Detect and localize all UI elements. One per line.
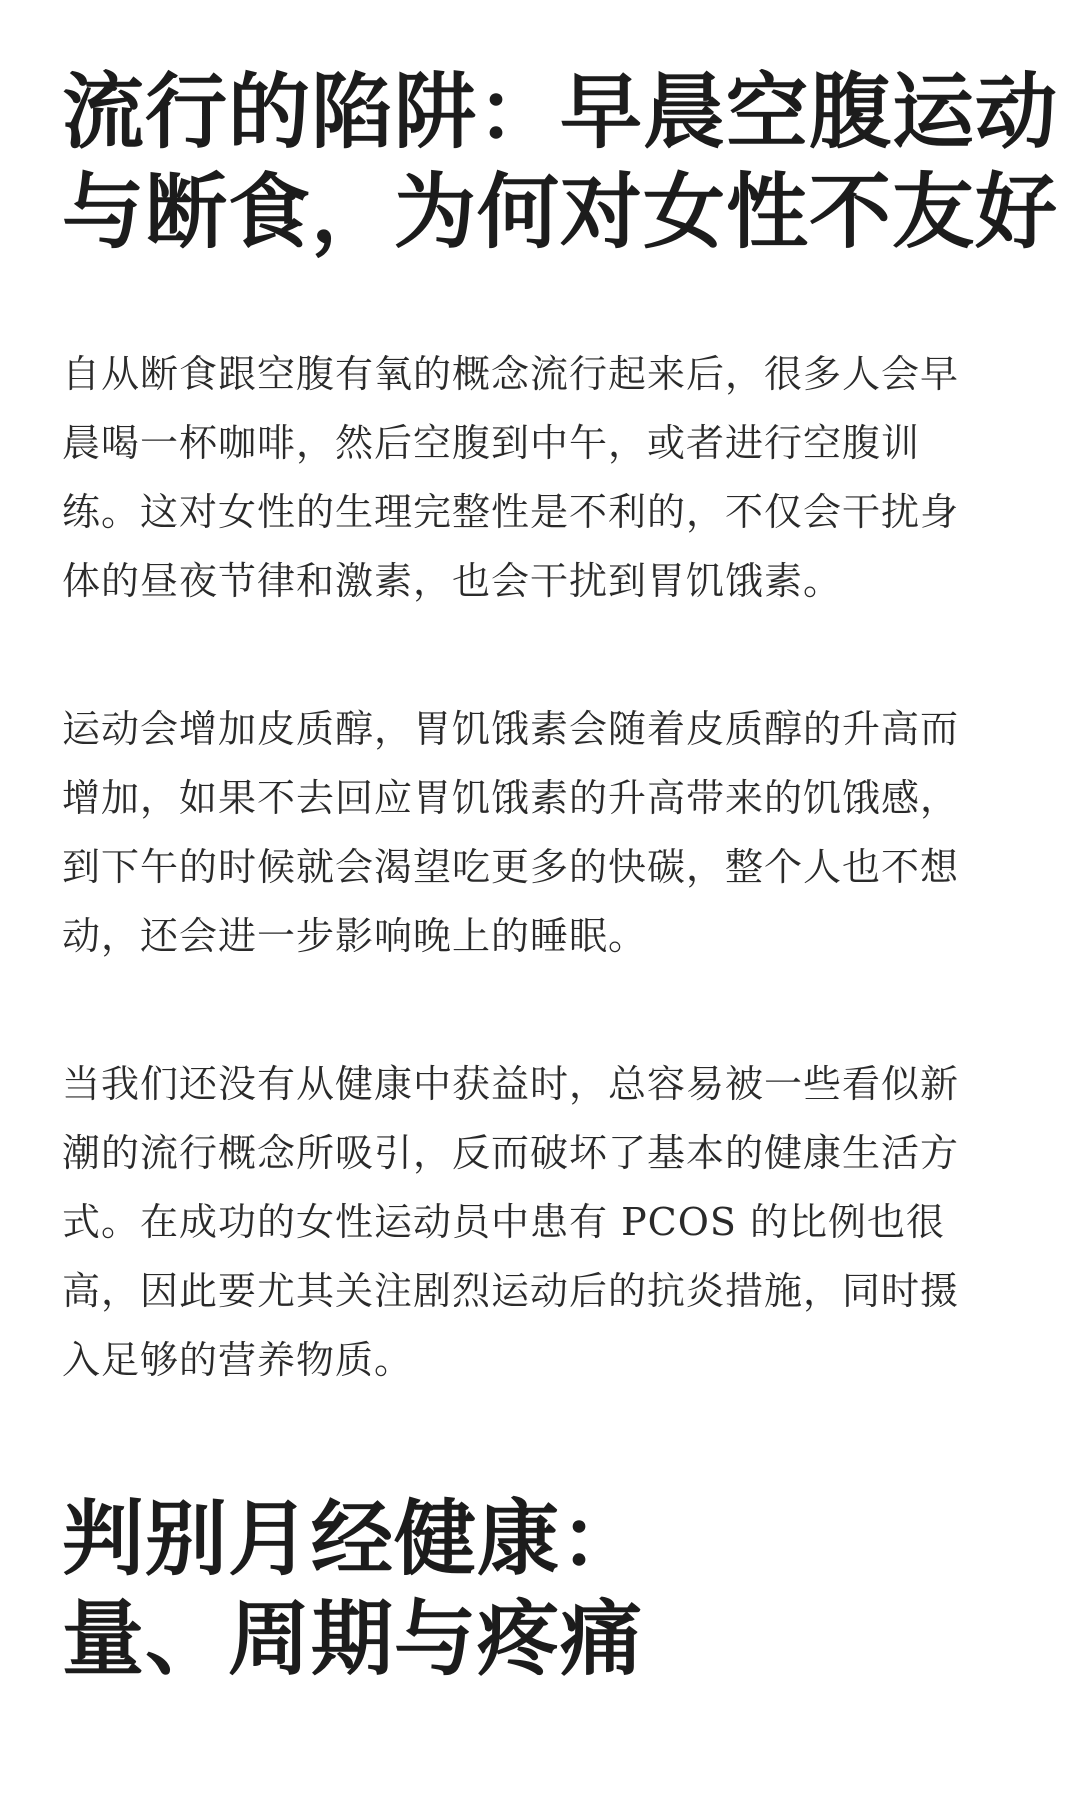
paragraph-line: 潮的流行概念所吸引，反而破坏了基本的健康生活方	[62, 1131, 960, 1175]
paragraph-fasting-concept	[62, 340, 1022, 616]
paragraph-line: 晨喝一杯咖啡，然后空腹到中午，或者进行空腹训	[62, 421, 921, 465]
paragraph-line: 动，还会进一步影响晚上的睡眠。	[62, 914, 648, 958]
article-body	[62, 62, 1059, 1689]
paragraph-health-trends	[62, 1050, 1022, 1395]
paragraph-line: 练。这对女性的生理完整性是不利的，不仅会干扰身	[62, 490, 960, 534]
paragraph-line: 高，因此要尤其关注剧烈运动后的抗炎措施，同时摄	[62, 1269, 960, 1313]
section-heading-fasting-trap	[62, 62, 1059, 262]
heading-line: 量、周期与疼痛	[62, 1591, 644, 1687]
paragraph-line: 体的昼夜节律和激素，也会干扰到胃饥饿素。	[62, 559, 843, 603]
paragraph-line: 式。在成功的女性运动员中患有 PCOS 的比例也很	[62, 1200, 945, 1244]
paragraph-line: 当我们还没有从健康中获益时，总容易被一些看似新	[62, 1062, 960, 1106]
paragraph-line: 到下午的时候就会渴望吃更多的快碳，整个人也不想	[62, 845, 960, 889]
paragraph-line: 自从断食跟空腹有氧的概念流行起来后，很多人会早	[62, 352, 960, 396]
heading-line: 流行的陷阱：早晨空腹运动	[62, 64, 1059, 160]
section-heading-menstrual-health	[62, 1489, 1022, 1689]
paragraph-line: 增加，如果不去回应胃饥饿素的升高带来的饥饿感，	[62, 776, 960, 820]
paragraph-line: 运动会增加皮质醇，胃饥饿素会随着皮质醇的升高而	[62, 707, 960, 751]
heading-line: 判别月经健康：	[62, 1491, 644, 1587]
paragraph-cortisol	[62, 695, 1022, 971]
paragraph-line: 入足够的营养物质。	[62, 1338, 414, 1382]
heading-line: 与断食，为何对女性不友好	[62, 164, 1059, 260]
